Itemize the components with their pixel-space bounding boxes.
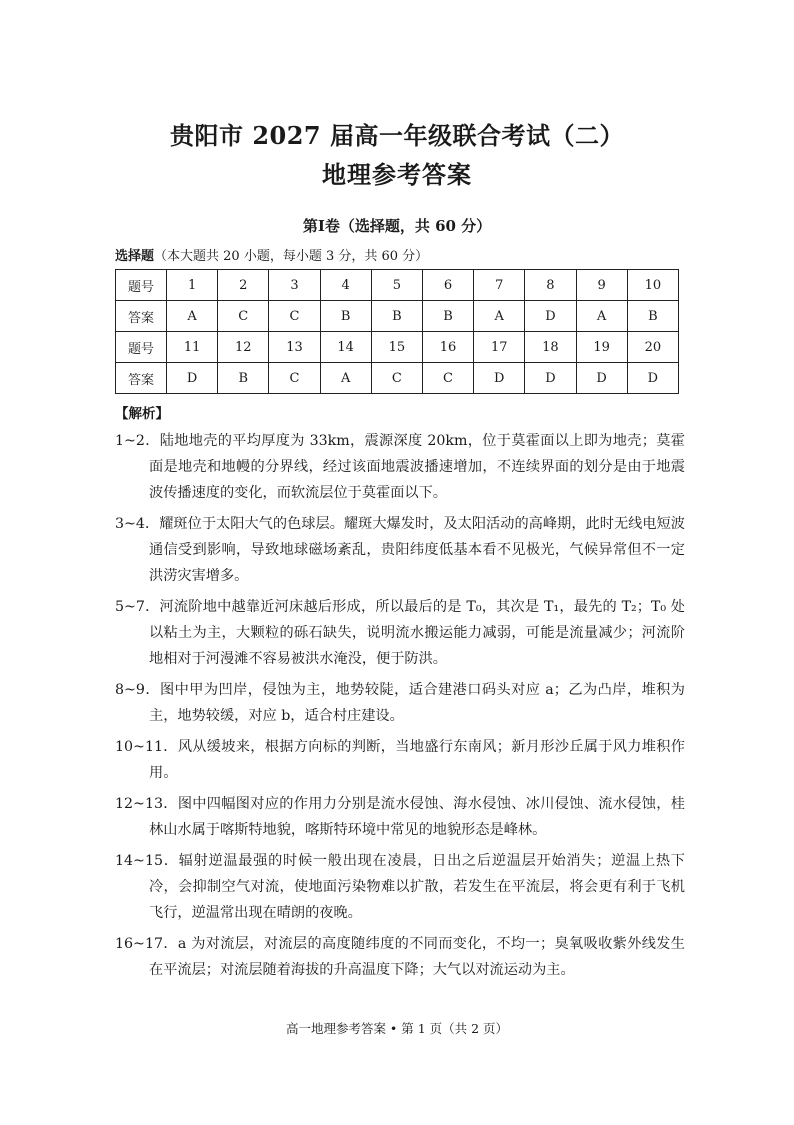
section-heading xyxy=(0,215,794,236)
question-number-cell: 18 xyxy=(525,332,576,363)
analysis-item xyxy=(115,594,685,672)
question-number-cell: 16 xyxy=(422,332,473,363)
analysis-item-number: 10~11． xyxy=(115,739,178,755)
answer-cell: B xyxy=(627,301,678,332)
analysis-item xyxy=(115,677,685,729)
analysis-item-number: 5~7． xyxy=(115,599,160,615)
analysis-item-text: 耀斑位于太阳大气的色球层。耀斑大爆发时，及太阳活动的高峰期，此时无线电短波通信受到影响，导致地球磁场紊乱，贵阳纬度低基本看不见极光，气候异常但不一定洪涝灾害增多。 xyxy=(149,516,685,584)
answer-cell: D xyxy=(474,363,525,394)
analysis-heading: 【解析】 xyxy=(115,406,169,422)
answer-table xyxy=(115,269,679,394)
answer-row xyxy=(116,301,679,332)
question-number-cell: 1 xyxy=(167,270,218,301)
analysis-item-number: 14~15． xyxy=(115,853,179,869)
question-number-cell: 3 xyxy=(269,270,320,301)
question-number-cell: 19 xyxy=(576,332,627,363)
answer-cell: D xyxy=(627,363,678,394)
analysis-item xyxy=(115,511,685,589)
question-number-cell: 6 xyxy=(422,270,473,301)
question-number-cell: 14 xyxy=(320,332,371,363)
question-number-cell: 12 xyxy=(218,332,269,363)
answer-cell: A xyxy=(576,301,627,332)
analysis-item-text: 河流阶地中越靠近河床越后形成，所以最后的是 T₀，其次是 T₁，最先的 T₂；T₀ 处以粘土为主，大颗粒的砾石缺失，说明流水搬运能力减弱，可能是流量减少；河流阶地相对于河漫滩不容易被洪水淹没，便于防洪。 xyxy=(149,599,685,667)
answer-cell: C xyxy=(269,363,320,394)
analysis-list xyxy=(115,428,685,988)
question-number-cell: 5 xyxy=(371,270,422,301)
question-number-cell: 8 xyxy=(525,270,576,301)
question-number-cell: 20 xyxy=(627,332,678,363)
analysis-item-text: 风从缓坡来，根据方向标的判断，当地盛行东南风；新月形沙丘属于风力堆积作用。 xyxy=(149,739,685,781)
question-number-cell: 2 xyxy=(218,270,269,301)
analysis-item xyxy=(115,848,685,926)
analysis-item-number: 16~17． xyxy=(115,936,178,952)
question-number-cell: 13 xyxy=(269,332,320,363)
section-heading-text: 第Ⅰ卷（选择题，共 60 分） xyxy=(302,217,492,235)
question-number-cell: 15 xyxy=(371,332,422,363)
question-number-cell: 17 xyxy=(474,332,525,363)
exam-title: 贵阳市 2027 届高一年级联合考试（二） xyxy=(169,121,624,150)
question-number-cell: 4 xyxy=(320,270,371,301)
row-label: 题号 xyxy=(116,270,167,301)
row-label: 答案 xyxy=(116,301,167,332)
analysis-item-text: 图中四幅图对应的作用力分别是流水侵蚀、海水侵蚀、冰川侵蚀、流水侵蚀，桂林山水属于喀斯特地貌，喀斯特环境中常见的地貌形态是峰林。 xyxy=(149,796,685,838)
answer-cell: C xyxy=(269,301,320,332)
answer-cell: B xyxy=(422,301,473,332)
analysis-item-number: 1~2． xyxy=(115,433,160,449)
analysis-item xyxy=(115,931,685,983)
analysis-item-text: 图中甲为凹岸，侵蚀为主，地势较陡，适合建港口码头对应 a；乙为凸岸，堆积为主，地势较缓，对应 b，适合村庄建设。 xyxy=(149,682,685,724)
analysis-item xyxy=(115,734,685,786)
answer-cell: A xyxy=(320,363,371,394)
question-number-cell: 9 xyxy=(576,270,627,301)
page-footer: 高一地理参考答案 • 第 1 页（共 2 页） xyxy=(285,1021,509,1036)
analysis-item-number: 3~4． xyxy=(115,516,160,532)
answer-cell: C xyxy=(422,363,473,394)
row-label: 题号 xyxy=(116,332,167,363)
answer-cell: B xyxy=(320,301,371,332)
question-number-row xyxy=(116,332,679,363)
analysis-item-number: 12~13． xyxy=(115,796,178,812)
answer-cell: B xyxy=(218,363,269,394)
row-label: 答案 xyxy=(116,363,167,394)
answer-cell: D xyxy=(525,301,576,332)
intro-label: 选择题 xyxy=(115,249,155,264)
answer-cell: D xyxy=(167,363,218,394)
question-number-cell: 10 xyxy=(627,270,678,301)
analysis-item-number: 8~9． xyxy=(115,682,161,698)
analysis-item xyxy=(115,428,685,506)
answer-cell: A xyxy=(474,301,525,332)
answer-cell: B xyxy=(371,301,422,332)
analysis-item-text: 陆地地壳的平均厚度为 33km，震源深度 20km，位于莫霍面以上即为地壳；莫霍面是地壳和地幔的分界线，经过该面地震波播速增加，不连续界面的划分是由于地震波传播速度的变化，而软流层位于莫霍面以下。 xyxy=(149,433,685,501)
multiple-choice-intro xyxy=(115,245,428,264)
analysis-item-text: 辐射逆温最强的时候一般出现在凌晨，日出之后逆温层开始消失；逆温上热下冷，会抑制空气对流，使地面污染物难以扩散，若发生在平流层，将会更有利于飞机飞行，逆温常出现在晴朗的夜晚。 xyxy=(149,853,685,921)
question-number-cell: 7 xyxy=(474,270,525,301)
answer-cell: D xyxy=(576,363,627,394)
answer-row xyxy=(116,363,679,394)
analysis-item xyxy=(115,791,685,843)
answer-cell: C xyxy=(371,363,422,394)
question-number-cell: 11 xyxy=(167,332,218,363)
answer-cell: A xyxy=(167,301,218,332)
answer-cell: D xyxy=(525,363,576,394)
analysis-item-text: a 为对流层，对流层的高度随纬度的不同而变化，不均一；臭氧吸收紫外线发生在平流层；对流层随着海拔的升高温度下降；大气以对流运动为主。 xyxy=(149,936,685,978)
answer-cell: C xyxy=(218,301,269,332)
intro-description: （本大题共 20 小题，每小题 3 分，共 60 分） xyxy=(154,249,429,264)
question-number-row xyxy=(116,270,679,301)
answer-key-title: 地理参考答案 xyxy=(322,160,472,189)
